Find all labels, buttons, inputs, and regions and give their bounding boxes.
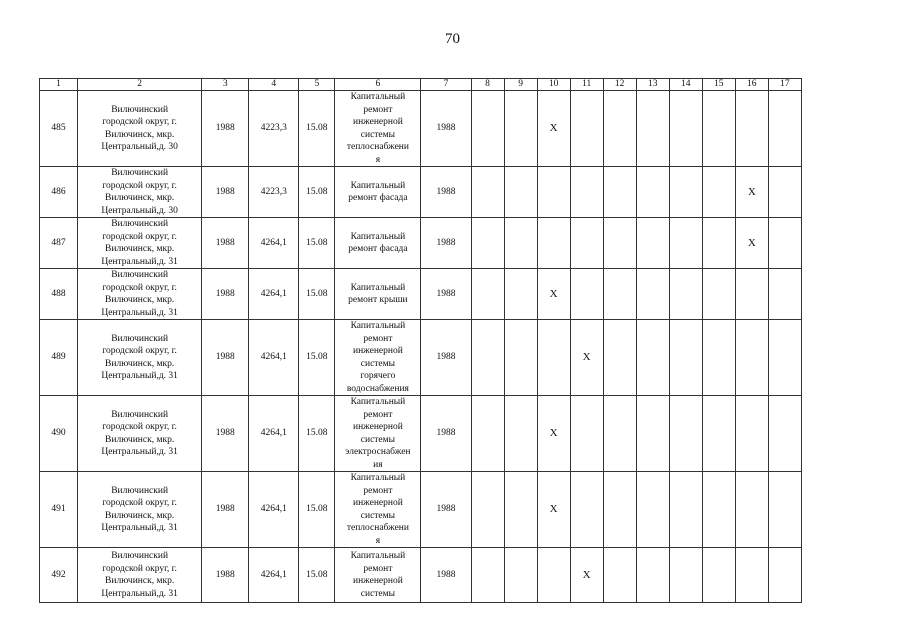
area: 4223,3 <box>249 91 299 167</box>
mark-col-10: X <box>537 91 570 167</box>
mark-col-15 <box>702 472 735 548</box>
column-header-10: 10 <box>537 79 570 91</box>
address-line: Вилючинск, мкр. <box>105 129 175 140</box>
year-2: 1988 <box>421 548 471 603</box>
work-type-line: ремонт <box>363 485 393 496</box>
mark-col-17 <box>768 548 801 603</box>
address-line: Центральный,д. 31 <box>101 588 178 599</box>
mark-col-17 <box>768 269 801 320</box>
mark-col-14 <box>669 269 702 320</box>
column-header-6: 6 <box>335 79 421 91</box>
address-cell <box>78 320 202 396</box>
code: 15.08 <box>299 218 335 269</box>
capital-repair-table <box>39 78 802 603</box>
work-type-cell <box>335 218 421 269</box>
address-line: Вилючинский <box>111 551 169 561</box>
work-type-line: Капитальный <box>350 282 406 293</box>
mark-col-17 <box>768 320 801 396</box>
code: 15.08 <box>299 320 335 396</box>
mark-col-16 <box>735 320 768 396</box>
mark-col-10 <box>537 167 570 218</box>
work-type-cell <box>335 548 421 603</box>
table-row <box>40 167 802 218</box>
mark-col-15 <box>702 167 735 218</box>
mark-col-10 <box>537 320 570 396</box>
mark-col-9 <box>504 548 537 603</box>
work-type-cell <box>335 269 421 320</box>
address-line: Центральный,д. 31 <box>101 371 178 381</box>
area: 4264,1 <box>249 396 299 472</box>
column-header-1: 1 <box>40 79 78 91</box>
mark-col-8 <box>471 320 504 396</box>
work-type-line: я <box>375 154 381 165</box>
work-type-line: теплоснабжени <box>346 142 409 152</box>
address-cell <box>78 269 202 320</box>
work-type-line: инженерной <box>353 117 403 127</box>
year-2: 1988 <box>421 269 471 320</box>
mark-col-10 <box>537 218 570 269</box>
mark-col-13 <box>636 269 669 320</box>
column-header-8: 8 <box>471 79 504 91</box>
work-type-line: теплоснабжени <box>346 523 409 533</box>
address-line: городской округ, г. <box>102 231 177 242</box>
mark-col-14 <box>669 91 702 167</box>
work-type-line: системы <box>360 510 396 521</box>
work-type-line: ремонт <box>363 409 393 420</box>
build-year: 1988 <box>202 548 249 603</box>
mark-col-13 <box>636 472 669 548</box>
mark-col-9 <box>504 91 537 167</box>
address-line: городской округ, г. <box>102 282 177 293</box>
mark-col-15 <box>702 269 735 320</box>
column-header-2: 2 <box>78 79 202 91</box>
address-line: городской округ, г. <box>102 422 177 432</box>
work-type-line: ремонт <box>363 333 393 344</box>
address-line: Вилючинский <box>111 333 169 344</box>
mark-col-9 <box>504 472 537 548</box>
address-line: Вилючинск, мкр. <box>105 193 175 203</box>
work-type-line: ремонт <box>363 563 393 574</box>
mark-col-17 <box>768 396 801 472</box>
mark-col-9 <box>504 167 537 218</box>
mark-col-8 <box>471 472 504 548</box>
build-year: 1988 <box>202 320 249 396</box>
table-row <box>40 320 802 396</box>
mark-col-15 <box>702 548 735 603</box>
mark-col-8 <box>471 396 504 472</box>
address-cell <box>78 91 202 167</box>
work-type-line: Капитальный <box>350 321 406 331</box>
address-line: Вилючинский <box>111 270 169 280</box>
address-line: городской округ, г. <box>102 563 177 574</box>
mark-col-10: X <box>537 396 570 472</box>
mark-col-14 <box>669 167 702 218</box>
table-row <box>40 548 802 603</box>
address-line: городской округ, г. <box>102 346 177 356</box>
mark-col-16: X <box>735 167 768 218</box>
mark-col-8 <box>471 91 504 167</box>
mark-col-12 <box>603 269 636 320</box>
page-number: 70 <box>445 31 460 47</box>
work-type-line: горячего <box>360 371 396 381</box>
address-line: Центральный,д. 31 <box>101 523 178 533</box>
table-row <box>40 218 802 269</box>
row-number: 491 <box>40 472 78 548</box>
mark-col-16: X <box>735 218 768 269</box>
area: 4264,1 <box>249 218 299 269</box>
mark-col-11 <box>570 472 603 548</box>
column-header-15: 15 <box>702 79 735 91</box>
row-number: 487 <box>40 218 78 269</box>
work-type-line: водоснабжения <box>346 383 409 394</box>
mark-col-14 <box>669 218 702 269</box>
work-type-line: я <box>375 535 381 546</box>
mark-col-12 <box>603 91 636 167</box>
column-header-5: 5 <box>299 79 335 91</box>
mark-col-11 <box>570 218 603 269</box>
address-line: Вилючинск, мкр. <box>105 434 175 445</box>
column-header-17: 17 <box>768 79 801 91</box>
mark-col-13 <box>636 548 669 603</box>
code: 15.08 <box>299 91 335 167</box>
area: 4264,1 <box>249 472 299 548</box>
table-row <box>40 91 802 167</box>
table-row <box>40 472 802 548</box>
address-line: городской округ, г. <box>102 117 177 127</box>
work-type-line: электроснабжен <box>345 447 411 457</box>
address-line: Вилючинский <box>111 219 169 229</box>
mark-col-17 <box>768 218 801 269</box>
address-line: Центральный,д. 31 <box>101 256 178 267</box>
mark-col-15 <box>702 396 735 472</box>
work-type-line: ремонт <box>363 104 393 115</box>
mark-col-15 <box>702 218 735 269</box>
column-header-4: 4 <box>249 79 299 91</box>
work-type-line: Капитальный <box>350 397 406 407</box>
address-cell <box>78 472 202 548</box>
address-line: Вилючинск, мкр. <box>105 510 175 521</box>
header-row <box>40 79 802 91</box>
mark-col-17 <box>768 91 801 167</box>
address-line: Вилючинск, мкр. <box>105 576 175 586</box>
table-row <box>40 396 802 472</box>
work-type-line: системы <box>360 434 396 445</box>
code: 15.08 <box>299 396 335 472</box>
address-line: городской округ, г. <box>102 498 177 508</box>
work-type-line: ремонт фасада <box>348 193 408 203</box>
mark-col-16 <box>735 269 768 320</box>
work-type-cell <box>335 396 421 472</box>
address-line: Вилючинский <box>111 485 169 496</box>
mark-col-11 <box>570 396 603 472</box>
column-header-14: 14 <box>669 79 702 91</box>
mark-col-8 <box>471 167 504 218</box>
mark-col-9 <box>504 269 537 320</box>
mark-col-15 <box>702 320 735 396</box>
year-2: 1988 <box>421 91 471 167</box>
area: 4264,1 <box>249 320 299 396</box>
mark-col-9 <box>504 218 537 269</box>
work-type-line: инженерной <box>353 346 403 356</box>
row-number: 488 <box>40 269 78 320</box>
address-line: Центральный,д. 31 <box>101 447 178 457</box>
address-line: Вилючинский <box>111 104 169 115</box>
work-type-line: системы <box>360 588 396 599</box>
work-type-line: ремонт фасада <box>348 244 408 254</box>
mark-col-13 <box>636 320 669 396</box>
mark-col-10: X <box>537 269 570 320</box>
work-type-cell <box>335 472 421 548</box>
mark-col-14 <box>669 548 702 603</box>
mark-col-17 <box>768 167 801 218</box>
row-number: 486 <box>40 167 78 218</box>
mark-col-11 <box>570 91 603 167</box>
mark-col-12 <box>603 218 636 269</box>
area: 4223,3 <box>249 167 299 218</box>
address-line: Вилючинский <box>111 168 169 178</box>
column-header-13: 13 <box>636 79 669 91</box>
mark-col-16 <box>735 396 768 472</box>
column-header-16: 16 <box>735 79 768 91</box>
mark-col-12 <box>603 548 636 603</box>
row-number: 492 <box>40 548 78 603</box>
build-year: 1988 <box>202 472 249 548</box>
mark-col-11: X <box>570 320 603 396</box>
work-type-line: Капитальный <box>350 92 406 102</box>
address-line: Центральный,д. 31 <box>101 307 178 318</box>
column-header-12: 12 <box>603 79 636 91</box>
mark-col-14 <box>669 320 702 396</box>
work-type-cell <box>335 320 421 396</box>
address-cell <box>78 396 202 472</box>
address-line: Вилючинск, мкр. <box>105 358 175 369</box>
table-body <box>40 79 802 603</box>
row-number: 490 <box>40 396 78 472</box>
address-line: Центральный,д. 30 <box>101 142 178 152</box>
work-type-line: Капитальный <box>350 473 406 483</box>
mark-col-13 <box>636 218 669 269</box>
year-2: 1988 <box>421 167 471 218</box>
column-header-9: 9 <box>504 79 537 91</box>
work-type-line: системы <box>360 129 396 140</box>
code: 15.08 <box>299 269 335 320</box>
mark-col-11 <box>570 269 603 320</box>
year-2: 1988 <box>421 472 471 548</box>
area: 4264,1 <box>249 548 299 603</box>
build-year: 1988 <box>202 167 249 218</box>
code: 15.08 <box>299 167 335 218</box>
mark-col-14 <box>669 396 702 472</box>
mark-col-8 <box>471 218 504 269</box>
column-header-3: 3 <box>202 79 249 91</box>
mark-col-13 <box>636 91 669 167</box>
work-type-line: инженерной <box>353 576 403 586</box>
mark-col-12 <box>603 167 636 218</box>
mark-col-9 <box>504 320 537 396</box>
column-header-11: 11 <box>570 79 603 91</box>
mark-col-8 <box>471 548 504 603</box>
code: 15.08 <box>299 548 335 603</box>
address-line: городской округ, г. <box>102 180 177 191</box>
work-type-line: ия <box>373 459 383 470</box>
row-number: 485 <box>40 91 78 167</box>
build-year: 1988 <box>202 396 249 472</box>
year-2: 1988 <box>421 396 471 472</box>
mark-col-8 <box>471 269 504 320</box>
build-year: 1988 <box>202 91 249 167</box>
mark-col-11: X <box>570 548 603 603</box>
mark-col-17 <box>768 472 801 548</box>
mark-col-16 <box>735 91 768 167</box>
work-type-cell <box>335 167 421 218</box>
year-2: 1988 <box>421 218 471 269</box>
work-type-line: Капитальный <box>350 551 406 561</box>
column-header-7: 7 <box>421 79 471 91</box>
mark-col-16 <box>735 472 768 548</box>
table-row <box>40 269 802 320</box>
address-line: Центральный,д. 30 <box>101 205 178 216</box>
mark-col-9 <box>504 396 537 472</box>
area: 4264,1 <box>249 269 299 320</box>
mark-col-10 <box>537 548 570 603</box>
mark-col-13 <box>636 167 669 218</box>
work-type-line: Капитальный <box>350 180 406 191</box>
code: 15.08 <box>299 472 335 548</box>
work-type-cell <box>335 91 421 167</box>
address-line: Вилючинский <box>111 409 169 420</box>
mark-col-12 <box>603 396 636 472</box>
address-cell <box>78 218 202 269</box>
mark-col-14 <box>669 472 702 548</box>
mark-col-13 <box>636 396 669 472</box>
address-line: Вилючинск, мкр. <box>105 244 175 254</box>
address-cell <box>78 548 202 603</box>
build-year: 1988 <box>202 269 249 320</box>
address-cell <box>78 167 202 218</box>
mark-col-12 <box>603 320 636 396</box>
row-number: 489 <box>40 320 78 396</box>
build-year: 1988 <box>202 218 249 269</box>
year-2: 1988 <box>421 320 471 396</box>
address-line: Вилючинск, мкр. <box>105 295 175 305</box>
mark-col-11 <box>570 167 603 218</box>
work-type-line: инженерной <box>353 422 403 432</box>
mark-col-15 <box>702 91 735 167</box>
mark-col-12 <box>603 472 636 548</box>
mark-col-10: X <box>537 472 570 548</box>
work-type-line: ремонт крыши <box>348 295 408 305</box>
work-type-line: Капитальный <box>350 231 406 242</box>
work-type-line: системы <box>360 358 396 369</box>
work-type-line: инженерной <box>353 498 403 508</box>
mark-col-16 <box>735 548 768 603</box>
